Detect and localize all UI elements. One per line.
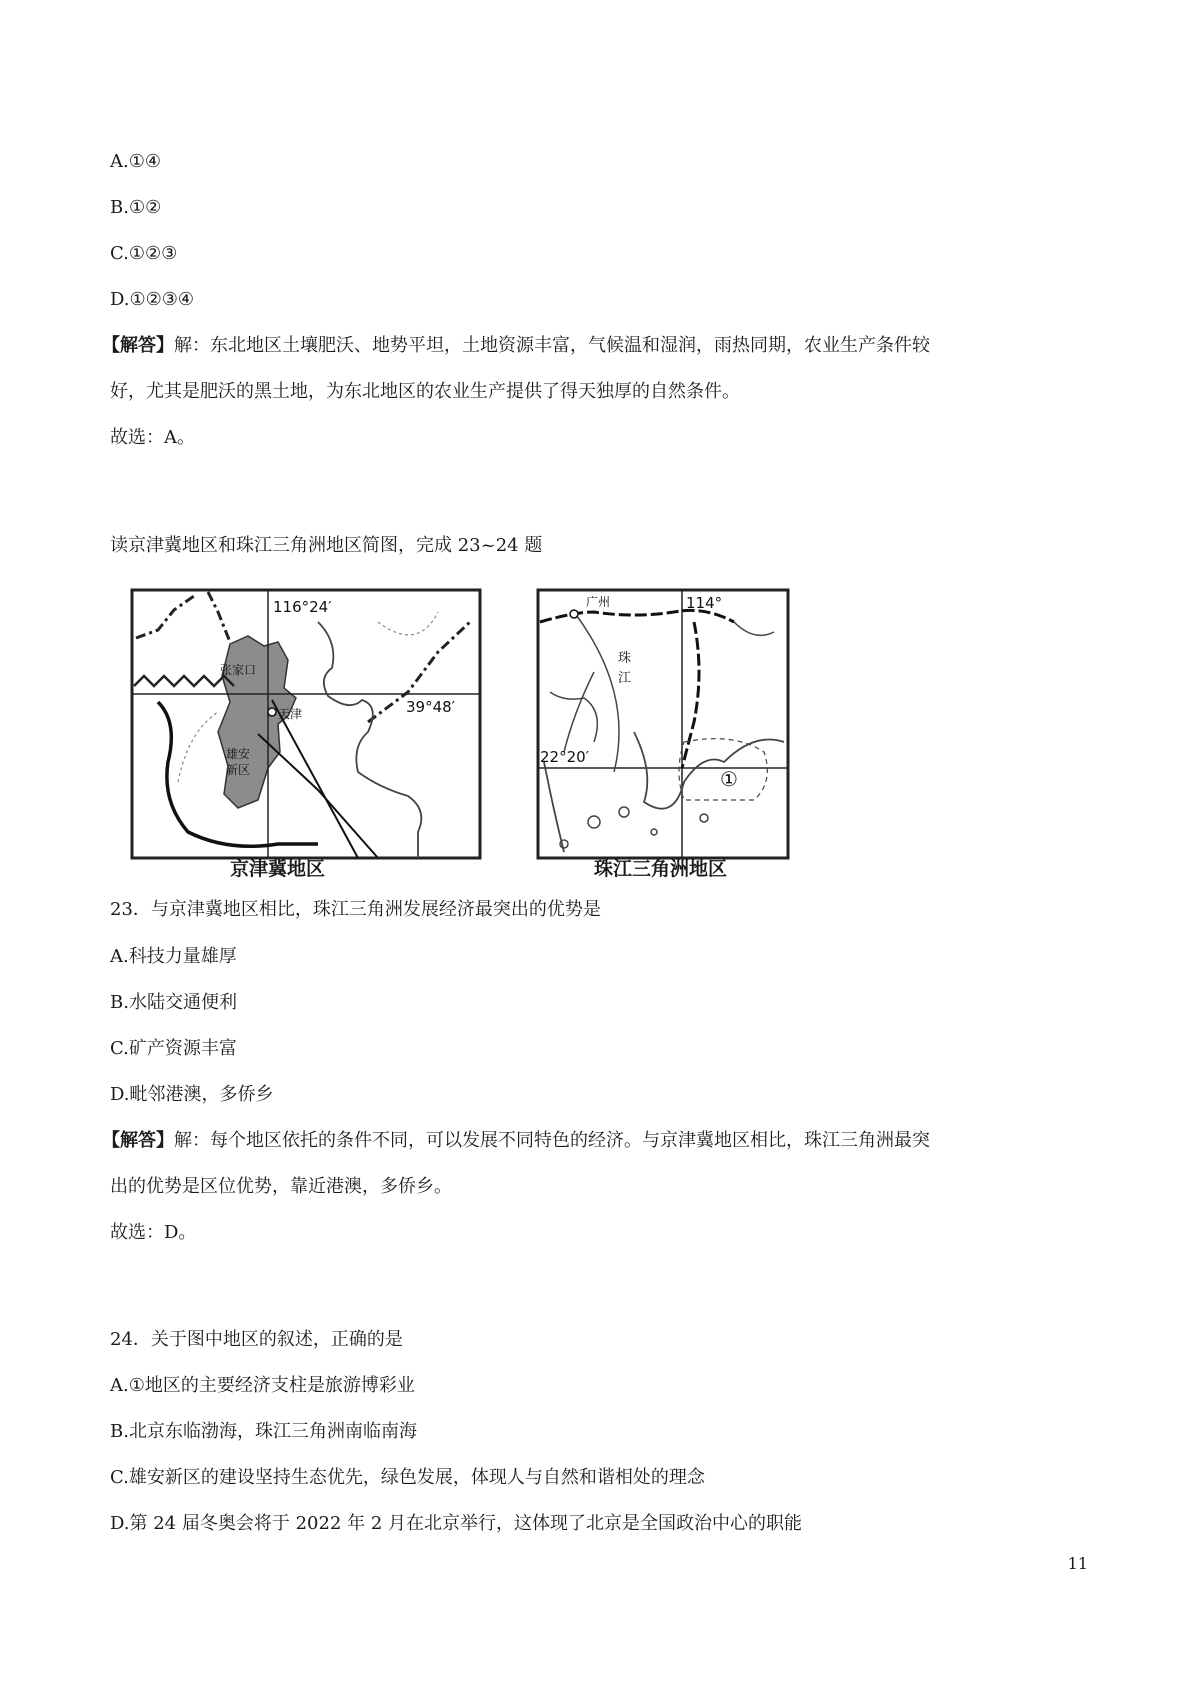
prd-label-jiang: 江: [618, 671, 632, 686]
prd-map-caption: 珠江三角洲地区: [594, 858, 728, 880]
page-number: 11: [1067, 1554, 1088, 1573]
q22-answer-text-1: 解：东北地区土壤肥沃、地势平坦，土地资源丰富，气候温和湿润，雨热同期，农业生产条件较: [174, 335, 930, 356]
q24-option-d: D.第 24 届冬奥会将于 2022 年 2 月在北京举行，这体现了北京是全国政治中心的职能: [110, 1513, 803, 1534]
q24-option-c: C.雄安新区的建设坚持生态优先，绿色发展，体现人与自然和谐相处的理念: [110, 1467, 705, 1488]
q22-option-b: B.①②: [110, 197, 162, 218]
prd-map-figure: [534, 582, 794, 882]
q22-option-d: D.①②③④: [110, 289, 195, 310]
jjj-label-tianjin: 天津: [278, 707, 303, 721]
jjj-label-zhangjiakou: 张家口: [220, 663, 257, 677]
jjj-label-xinqu: 新区: [226, 763, 251, 777]
q24-option-b: B.北京东临渤海，珠江三角洲南临南海: [110, 1421, 417, 1442]
q23-answer-tag: 【解答】: [102, 1130, 174, 1151]
q23-choice: 故选：D。: [110, 1222, 197, 1243]
jjj-map: [118, 582, 488, 882]
prd-map: [534, 582, 794, 882]
prd-latitude-label: 22°20′: [540, 748, 590, 766]
q23-option-d: D.毗邻港澳，多侨乡: [110, 1084, 274, 1105]
q23-option-b: B.水陆交通便利: [110, 992, 237, 1013]
q22-option-a: A.①④: [110, 151, 161, 172]
q23-answer-line-1: [102, 1129, 930, 1153]
jjj-latitude-label: 39°48′: [406, 698, 456, 716]
q22-choice: 故选：A。: [110, 427, 195, 448]
q23-option-c: C.矿产资源丰富: [110, 1038, 237, 1059]
jjj-map-figure: [118, 582, 488, 882]
jjj-label-xiongan: 雄安: [226, 747, 251, 761]
q22-option-c: C.①②③: [110, 243, 178, 264]
prd-longitude-label: 114°: [686, 594, 723, 612]
q23-stem: 23．与京津冀地区相比，珠江三角洲发展经济最突出的优势是: [110, 899, 601, 920]
prd-label-region-1: ①: [720, 767, 738, 791]
q24-option-a: A.①地区的主要经济支柱是旅游博彩业: [110, 1375, 415, 1396]
jjj-map-caption: 京津冀地区: [230, 858, 326, 880]
q22-answer-tag: 【解答】: [102, 335, 174, 356]
q24-stem: 24．关于图中地区的叙述，正确的是: [110, 1329, 403, 1350]
maps-intro: 读京津冀地区和珠江三角洲地区简图，完成 23~24 题: [110, 535, 543, 556]
q23-answer-line-2: 出的优势是区位优势，靠近港澳，多侨乡。: [110, 1176, 452, 1197]
prd-label-guangzhou: 广州: [586, 595, 611, 609]
prd-label-zhu: 珠: [618, 651, 632, 666]
jjj-longitude-label: 116°24′: [273, 598, 332, 616]
q23-answer-text-1: 解：每个地区依托的条件不同，可以发展不同特色的经济。与京津冀地区相比，珠江三角洲最突: [174, 1130, 930, 1151]
q22-answer-line-2: 好，尤其是肥沃的黑土地，为东北地区的农业生产提供了得天独厚的自然条件。: [110, 381, 740, 402]
q22-answer-line-1: [102, 334, 930, 358]
q23-option-a: A.科技力量雄厚: [110, 946, 237, 967]
